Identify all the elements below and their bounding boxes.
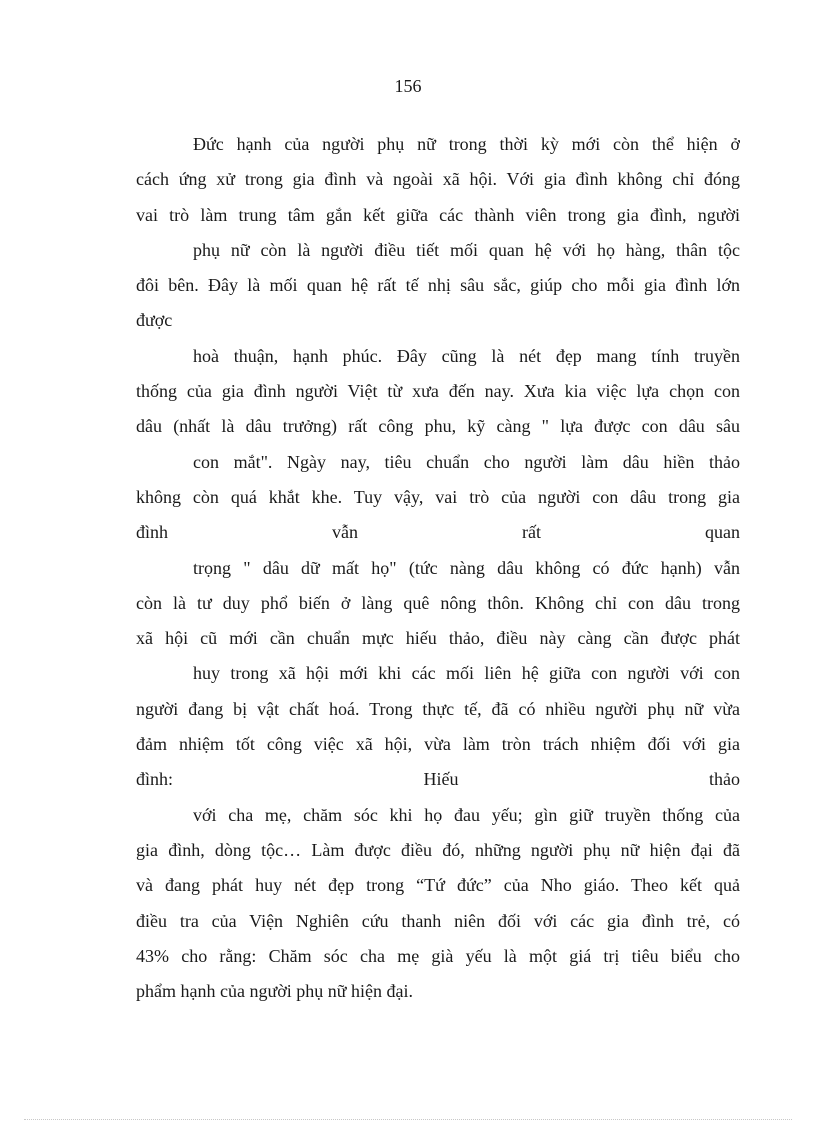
text-line: đình vẫn rất quan	[136, 522, 740, 543]
text-line: còn là tư duy phổ biến ở làng quê nông thôn. Không chỉ con dâu trong	[136, 592, 740, 613]
text-line: Đức hạnh của người phụ nữ trong thời kỳ mới còn thể hiện ở	[193, 134, 740, 154]
text-line: đôi bên. Đây là mối quan hệ rất tế nhị sâu sắc, giúp cho mỗi gia đình lớn	[136, 275, 740, 296]
text-line: huy trong xã hội mới khi các mối liên hệ giữa con người với con	[193, 663, 740, 684]
text-line: với cha mẹ, chăm sóc khi họ đau yếu; gìn giữ truyền thống của	[193, 804, 740, 825]
text-line: vai trò làm trung tâm gắn kết giữa các thành viên trong gia đình, người	[136, 204, 740, 225]
text-line: 43% cho rằng: Chăm sóc cha mẹ già yếu là một giá trị tiêu biểu cho	[136, 945, 740, 966]
text-line: phụ nữ còn là người điều tiết mối quan hệ với họ hàng, thân tộc	[193, 239, 740, 260]
text-line: người đang bị vật chất hoá. Trong thực tế, đã có nhiều người phụ nữ vừa	[136, 698, 740, 719]
text-line: trọng " dâu dữ mất họ" (tức nàng dâu không có đức hạnh) vẫn	[193, 557, 740, 578]
page-number: 156	[394, 76, 422, 96]
text-line: gia đình, dòng tộc… Làm được điều đó, những người phụ nữ hiện đại đã	[136, 839, 740, 860]
text-line: và đang phát huy nét đẹp trong “Tứ đức” của Nho giáo. Theo kết quả	[136, 875, 740, 896]
text-line: con mắt". Ngày nay, tiêu chuẩn cho người làm dâu hiền thảo	[193, 451, 740, 472]
text-line: thống của gia đình người Việt từ xưa đến nay. Xưa kia việc lựa chọn con	[136, 381, 740, 402]
text-line: dâu (nhất là dâu trưởng) rất công phu, kỹ càng " lựa được con dâu sâu	[136, 416, 740, 437]
text-line: được	[136, 310, 173, 331]
text-line: hoà thuận, hạnh phúc. Đây cũng là nét đẹp mang tính truyền	[193, 345, 740, 366]
text-line: đình: Hiếu thảo	[136, 769, 740, 790]
text-line: phẩm hạnh của người phụ nữ hiện đại.	[136, 981, 413, 1002]
text-line: không còn quá khắt khe. Tuy vậy, vai trò của người con dâu trong gia	[136, 486, 740, 507]
page-bottom-rule	[24, 1119, 792, 1120]
text-line: điều tra của Viện Nghiên cứu thanh niên đối với các gia đình trẻ, có	[136, 910, 740, 931]
text-line: xã hội cũ mới cần chuẩn mực hiếu thảo, điều này càng cần được phát	[136, 628, 740, 649]
text-line: cách ứng xử trong gia đình và ngoài xã hội. Với gia đình không chỉ đóng	[136, 169, 740, 190]
text-line: đảm nhiệm tốt công việc xã hội, vừa làm tròn trách nhiệm đối với gia	[136, 734, 740, 755]
body-text	[136, 130, 740, 1012]
